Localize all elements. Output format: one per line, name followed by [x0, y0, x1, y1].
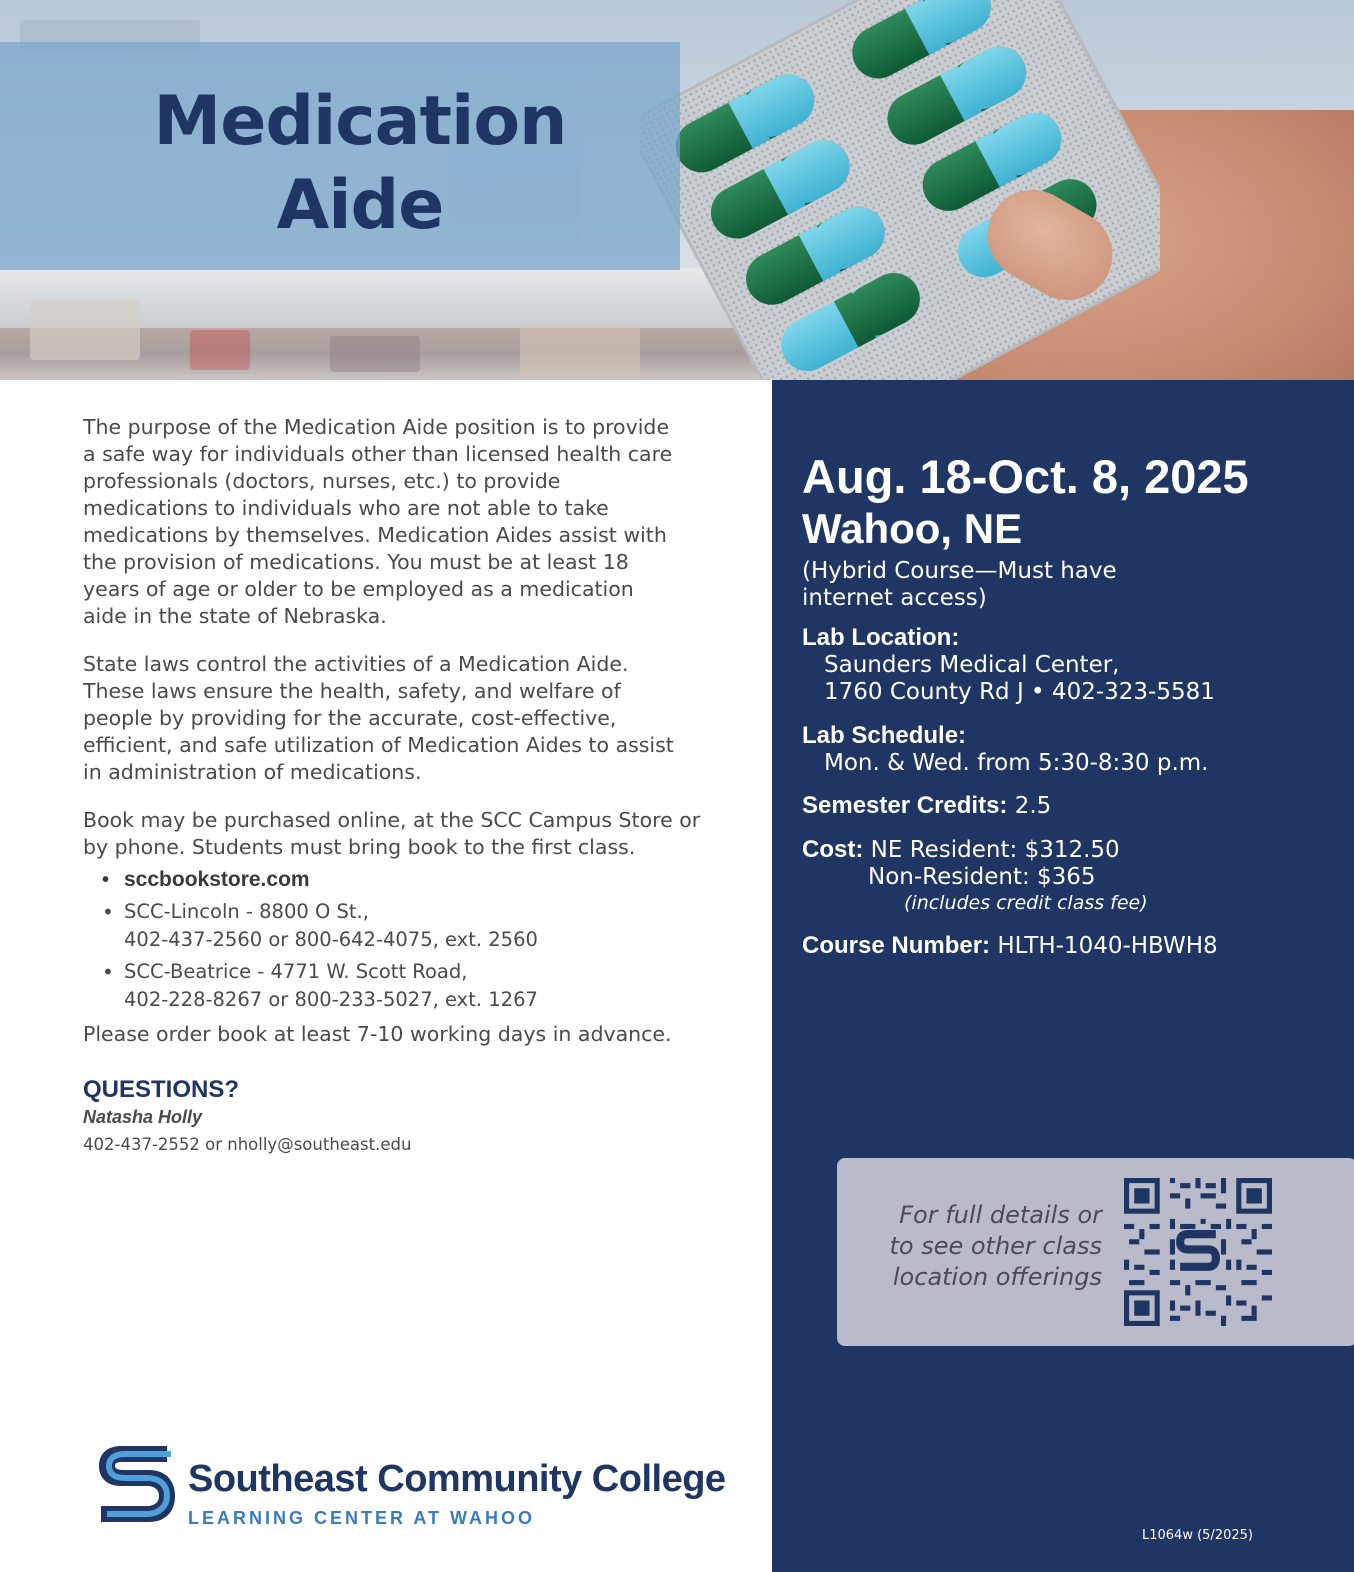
credits-label: Semester Credits:	[802, 792, 1008, 819]
qr-caption-line-2: to see other class	[889, 1232, 1102, 1260]
credits-value: 2.5	[1014, 793, 1052, 819]
course-format	[802, 558, 1142, 612]
semester-credits	[802, 792, 1051, 820]
order-note: Please order book at least 7-10 working days in advance.	[83, 1022, 672, 1046]
beatrice-address: SCC-Beatrice - 4771 W. Scott Road,	[124, 960, 468, 983]
title-line-2: Aide	[276, 166, 444, 245]
scc-logo-icon	[95, 1440, 175, 1528]
pill-blister-pack-image	[640, 0, 1160, 380]
course-number	[802, 932, 1218, 960]
course-number-value: HLTH-1040-HBWH8	[997, 933, 1218, 959]
list-item	[100, 898, 700, 954]
contact-info[interactable]: 402-437-2552 or nholly@southeast.edu	[83, 1135, 412, 1154]
course-format-line-2: internet access)	[802, 585, 987, 611]
course-info-panel	[772, 380, 1354, 1572]
bullet-icon: •	[102, 869, 110, 891]
course-format-line-1: (Hybrid Course—Must have	[802, 558, 1117, 584]
lab-schedule-value: Mon. & Wed. from 5:30-8:30 p.m.	[824, 750, 1209, 776]
title-line-1: Medication	[153, 82, 567, 161]
hero-banner	[0, 0, 1354, 380]
intro-paragraph-2: State laws control the activities of a Medication Aide. These laws ensure the health, safety, and welfare of people by providing for the accurate, cost-effective, efficient, and safe utilization of Medication Aides to assist in administration of medications.	[83, 652, 674, 784]
lab-location-label: Lab Location:	[802, 624, 960, 651]
qr-caption-line-3: location offerings	[892, 1263, 1102, 1291]
qr-panel	[837, 1158, 1354, 1346]
cost-label: Cost:	[802, 836, 864, 863]
bullet-icon: •	[102, 960, 114, 984]
list-item	[100, 958, 700, 1014]
intro-paragraph-1: The purpose of the Medication Aide position is to provide a safe way for individuals other than licensed health care professionals (doctors, nurses, etc.) to provide medications to individuals who are not able to take medications by themselves. Medication Aides assist with the provision of medications. You must be at least 18 years of age or older to be employed as a medication aide in the state of Nebraska.	[83, 415, 673, 628]
questions-heading: QUESTIONS?	[83, 1076, 240, 1103]
lincoln-phone: 402-437-2560 or 800-642-4075, ext. 2560	[124, 928, 538, 951]
qr-caption	[857, 1200, 1102, 1293]
lincoln-address: SCC-Lincoln - 8800 O St.,	[124, 900, 369, 923]
list-item[interactable]	[100, 866, 700, 894]
document-code: L1064w (5/2025)	[1142, 1528, 1253, 1543]
lab-schedule-label: Lab Schedule:	[802, 722, 967, 749]
lab-location	[802, 624, 1215, 706]
course-number-label: Course Number:	[802, 932, 991, 959]
college-subtitle: LEARNING CENTER AT WAHOO	[188, 1508, 535, 1528]
beatrice-phone: 402-228-8267 or 800-233-5027, ext. 1267	[124, 988, 538, 1011]
cost	[802, 836, 1120, 891]
book-sources-list	[100, 866, 700, 1018]
bookstore-link[interactable]: sccbookstore.com	[124, 868, 310, 891]
lab-location-line-2: 1760 County Rd J • 402-323-5581	[824, 679, 1215, 705]
lab-location-line-1: Saunders Medical Center,	[824, 652, 1120, 678]
college-name: Southeast Community College	[188, 1458, 726, 1500]
lab-schedule	[802, 722, 1209, 777]
course-location: Wahoo, NE	[802, 505, 1023, 552]
book-purchase-paragraph: Book may be purchased online, at the SCC Campus Store or by phone. Students must bring book to the first class.	[83, 808, 701, 859]
cost-nonresident: Non-Resident: $365	[868, 864, 1096, 890]
qr-caption-line-1: For full details or	[899, 1201, 1102, 1229]
cost-resident: NE Resident: $312.50	[870, 837, 1120, 863]
contact-name: Natasha Holly	[83, 1107, 203, 1127]
bullet-icon: •	[102, 900, 114, 924]
page-title	[60, 80, 660, 248]
cost-note: (includes credit class fee)	[904, 892, 1148, 914]
qr-code-icon[interactable]	[1124, 1178, 1272, 1326]
course-dates: Aug. 18-Oct. 8, 2025	[802, 450, 1249, 503]
